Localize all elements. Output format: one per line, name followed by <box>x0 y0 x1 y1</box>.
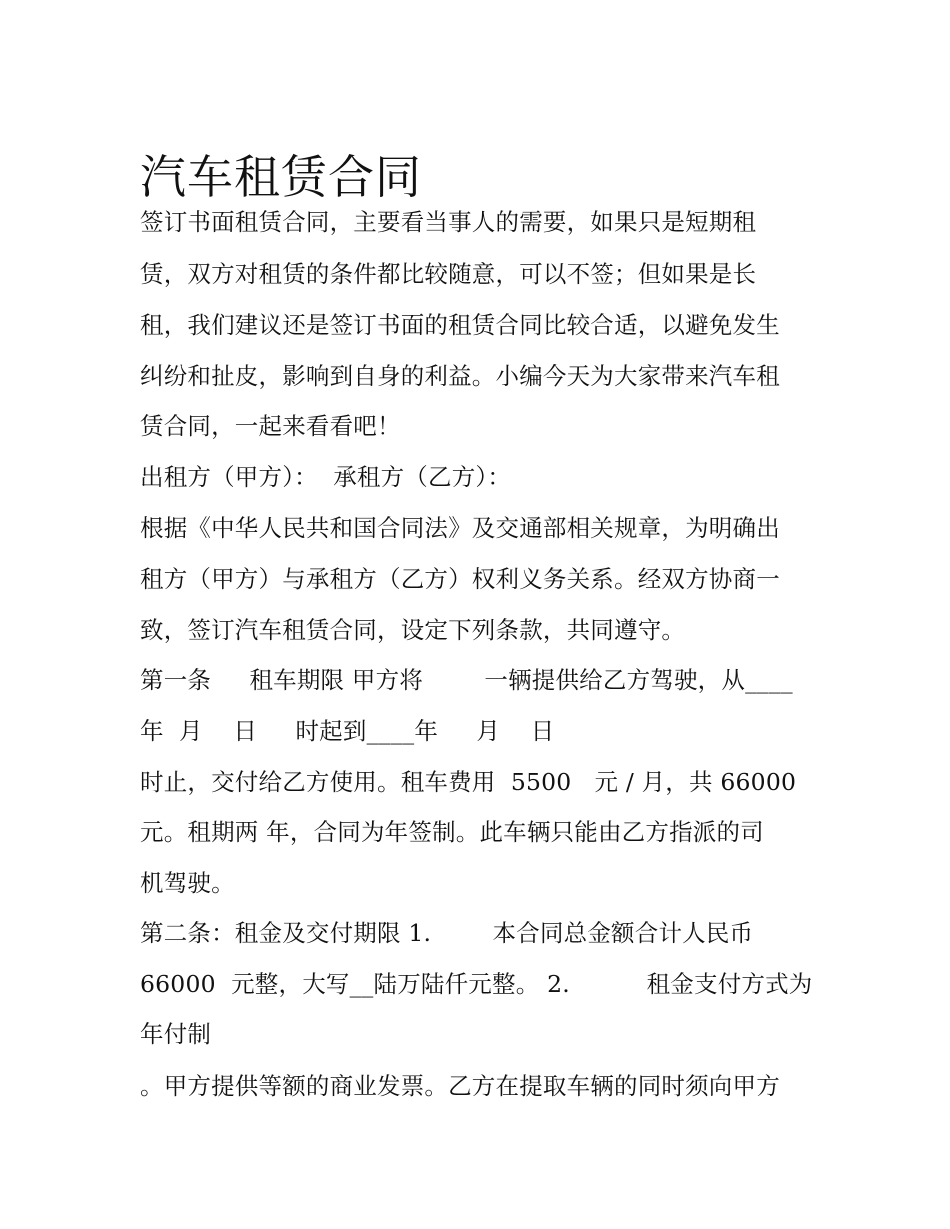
body-line-5: 赁合同，一起来看看吧！ <box>140 412 401 440</box>
article-2-line-1: 第二条：租金及交付期限 1. 本合同总金额合计人民币 <box>140 919 754 947</box>
article-1-line-2: 年 月 日 时起到____年 月 日 <box>140 717 555 745</box>
body-line-9: 致，签订汽车租赁合同，设定下列条款，共同遵守。 <box>140 616 686 644</box>
body-line-3: 租，我们建议还是签订书面的租赁合同比较合适，以避免发生 <box>140 311 780 339</box>
body-line-1: 签订书面租赁合同，主要看当事人的需要，如果只是短期租 <box>140 208 757 236</box>
article-2-line-2: 66000 元整，大写__陆万陆仟元整。 2. 租金支付方式为 <box>140 970 813 998</box>
document-title: 汽车租赁合同 <box>140 149 422 204</box>
body-line-4: 纠纷和扯皮，影响到自身的利益。小编今天为大家带来汽车租 <box>140 362 780 390</box>
article-1-line-4: 元。租期两 年，合同为年签制。此车辆只能由乙方指派的司 <box>140 818 764 846</box>
article-2-line-4: 。甲方提供等额的商业发票。乙方在提取车辆的同时须向甲方 <box>140 1072 780 1100</box>
body-line-7: 根据《中华人民共和国合同法》及交通部相关规章，为明确出 <box>140 514 780 542</box>
article-1-line-1: 第一条 租车期限 甲方将 一辆提供给乙方驾驶，从____ <box>140 666 793 694</box>
article-1-line-3: 时止，交付给乙方使用。租车费用 5500 元 / 月，共 66000 <box>140 768 797 796</box>
article-2-line-3: 年付制 <box>140 1020 212 1048</box>
article-1-line-5: 机驾驶。 <box>140 869 235 897</box>
body-line-8: 租方（甲方）与承租方（乙方）权利义务关系。经双方协商一 <box>140 565 780 593</box>
body-line-2: 赁，双方对租赁的条件都比较随意，可以不签；但如果是长 <box>140 260 757 288</box>
parties-line: 出租方（甲方）： 承租方（乙方）： <box>140 463 512 491</box>
